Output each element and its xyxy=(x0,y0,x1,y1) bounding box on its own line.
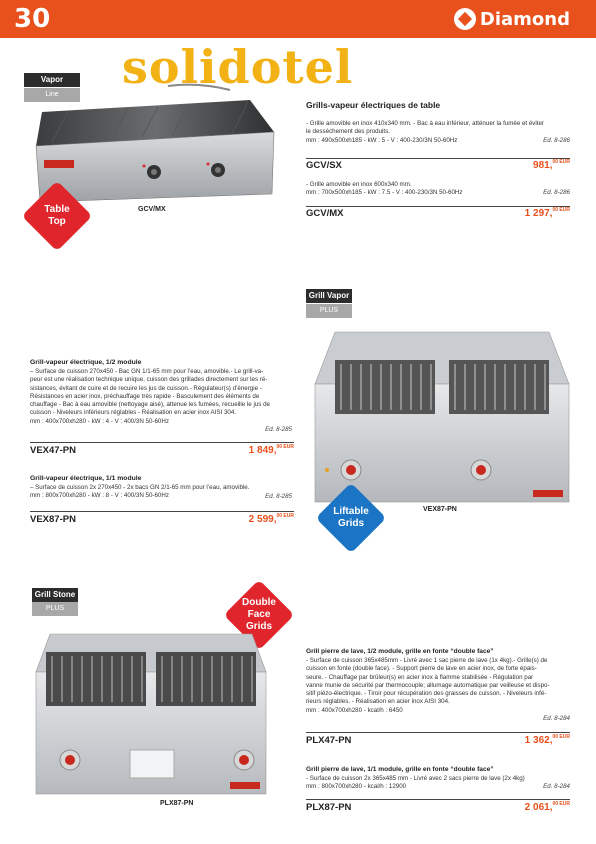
solidotel-logo: solidotel xyxy=(122,40,354,94)
page-header xyxy=(0,0,596,38)
product-price: 1 297,$^{00 EUR}$ xyxy=(524,207,570,219)
divider xyxy=(306,799,570,800)
badge-line: Top xyxy=(48,216,66,227)
page-number: 30 xyxy=(14,4,51,34)
edition-ref: Ed. 8-284 xyxy=(543,783,570,790)
photo-caption: VEX87-PN xyxy=(423,506,457,513)
subtab-line: Line xyxy=(24,88,80,102)
product-price: 1 849,$^{00 EUR}$ xyxy=(248,444,294,456)
product-code: VEX47-PN xyxy=(30,445,76,456)
badge-line: Liftable xyxy=(333,506,369,517)
tab-grill-stone: Grill Stone xyxy=(32,588,78,602)
photo-caption: GCV/MX xyxy=(138,206,166,213)
edition-ref: Ed. 8-285 xyxy=(265,493,292,500)
product-description: – Surface de cuisson 2x 270x450 - 2x bacs GN 2/1-65 mm pour l’eau, amovible. mm : 800x700xh280 - kW : 8 - V : 400/3N 50-60Hz xyxy=(30,484,250,500)
tab-grill-vapor: Grill Vapor xyxy=(306,289,352,303)
divider xyxy=(306,732,570,733)
product-title: Grill-vapeur électrique, 1/2 module xyxy=(30,359,142,366)
divider xyxy=(306,158,570,159)
edition-ref: Ed. 8-286 xyxy=(543,189,570,196)
edition-ref: Ed. 8-285 xyxy=(265,426,292,433)
badge-line: Double xyxy=(242,597,276,608)
product-code: PLX47-PN xyxy=(306,735,352,746)
tab-vapor: Vapor xyxy=(24,73,80,87)
brand-name: Diamond xyxy=(479,8,570,30)
subtab-plus: PLUS xyxy=(32,602,78,616)
product-description: - Surface de cuisson 2x 365x485 mm - Livré avec 2 sacs pierre de lave (2x 4kg) mm : 800x700xh280 - kcal/h : 12900 xyxy=(306,775,525,791)
product-description: - Grille amovible en inox 600x340 mm. mm : 700x500xh185 - kW : 7.5 - V : 400-230/3N 50-60Hz xyxy=(306,181,463,197)
edition-ref: Ed. 8-284 xyxy=(543,715,570,722)
liftable-grids-badge xyxy=(318,485,384,551)
badge-line: Grids xyxy=(245,621,273,632)
product-code: VEX87-PN xyxy=(30,514,76,525)
product-description: - Surface de cuisson 365x485mm - Livré avec 1 sac pierre de lave (1x 4kg).- Grille(s) de cuisson en fonte (double face). - Support pierre de lave en acier inox, de forte épais- seure. - Chauffage par brûleur(s) en acier inox à flamme stabilisée - Régulation par vanne munie de sécurité par thermocouple; allumage automatique par veilleuse et dispo- sitif piézo-électrique. - Tiroir pour récupération des graisses de cuisson. - Niveleurs infé- rieurs réglables. - Réalisation en acier inox AISI 304. mm : 400x700xh280 - kcal/h : 6450 xyxy=(306,657,550,714)
badge-line: Grids xyxy=(337,518,365,529)
subtab-plus: PLUS xyxy=(306,304,352,318)
divider xyxy=(306,206,570,207)
product-title: Grill pierre de lave, 1/1 module, grille en fonte “double face” xyxy=(306,766,494,773)
vex-grill-photo xyxy=(305,320,575,508)
product-title: Grill pierre de lave, 1/2 module, grille en fonte “double face” xyxy=(306,648,494,655)
product-price: 981,$^{00 EUR}$ xyxy=(533,159,570,171)
product-code: GCV/MX xyxy=(306,208,344,219)
diamond-logo-icon xyxy=(454,8,476,30)
product-code: GCV/SX xyxy=(306,160,342,171)
edition-ref: Ed. 8-286 xyxy=(543,137,570,144)
badge-line: Table xyxy=(44,204,70,215)
section-title: Grills-vapeur électriques de table xyxy=(306,100,441,110)
badge-line: Face xyxy=(247,609,271,620)
product-price: 2 061,$^{00 EUR}$ xyxy=(524,801,570,813)
table-top-badge xyxy=(24,183,90,249)
plx-grill-photo xyxy=(30,632,270,798)
product-title: Grill-vapeur électrique, 1/1 module xyxy=(30,475,142,482)
photo-caption: PLX87-PN xyxy=(160,800,194,807)
product-price: 1 362,$^{00 EUR}$ xyxy=(524,734,570,746)
divider xyxy=(30,511,294,512)
product-description: – Surface de cuisson 270x450 - Bac GN 1/1-65 mm pour l’eau, amovible.- Le grill-va- peur est une réalisation technique unique, cuisson des grillades directement sur les ré- sistances, évitant de cuire et de recuire les jus de cuisson.- Régulateur(s) d’énergie - Résistances en acier inox, préchauffage très rapide - Basculement des éléments de chauffage - Bac à eau amovible (nettoyage aisé), attenue les fumées, recueille le jus de cuisson - Niveleurs inférieurs réglables - Réalisation en acier inox AISI 304. mm : 400x700xh280 - kW : 4 - V : 400/3N 50-60Hz xyxy=(30,368,270,425)
brand xyxy=(454,8,570,30)
product-price: 2 599,$^{00 EUR}$ xyxy=(248,513,294,525)
divider xyxy=(30,442,294,443)
product-code: PLX87-PN xyxy=(306,802,352,813)
product-description: - Grille amovible en inox 410x340 mm. - Bac à eau inférieur, atténuer la fumée et éviter le dessèchement des produits. mm : 490x500xh185 - kW : 5 - V : 400-230/3N 50-60Hz xyxy=(306,120,544,144)
